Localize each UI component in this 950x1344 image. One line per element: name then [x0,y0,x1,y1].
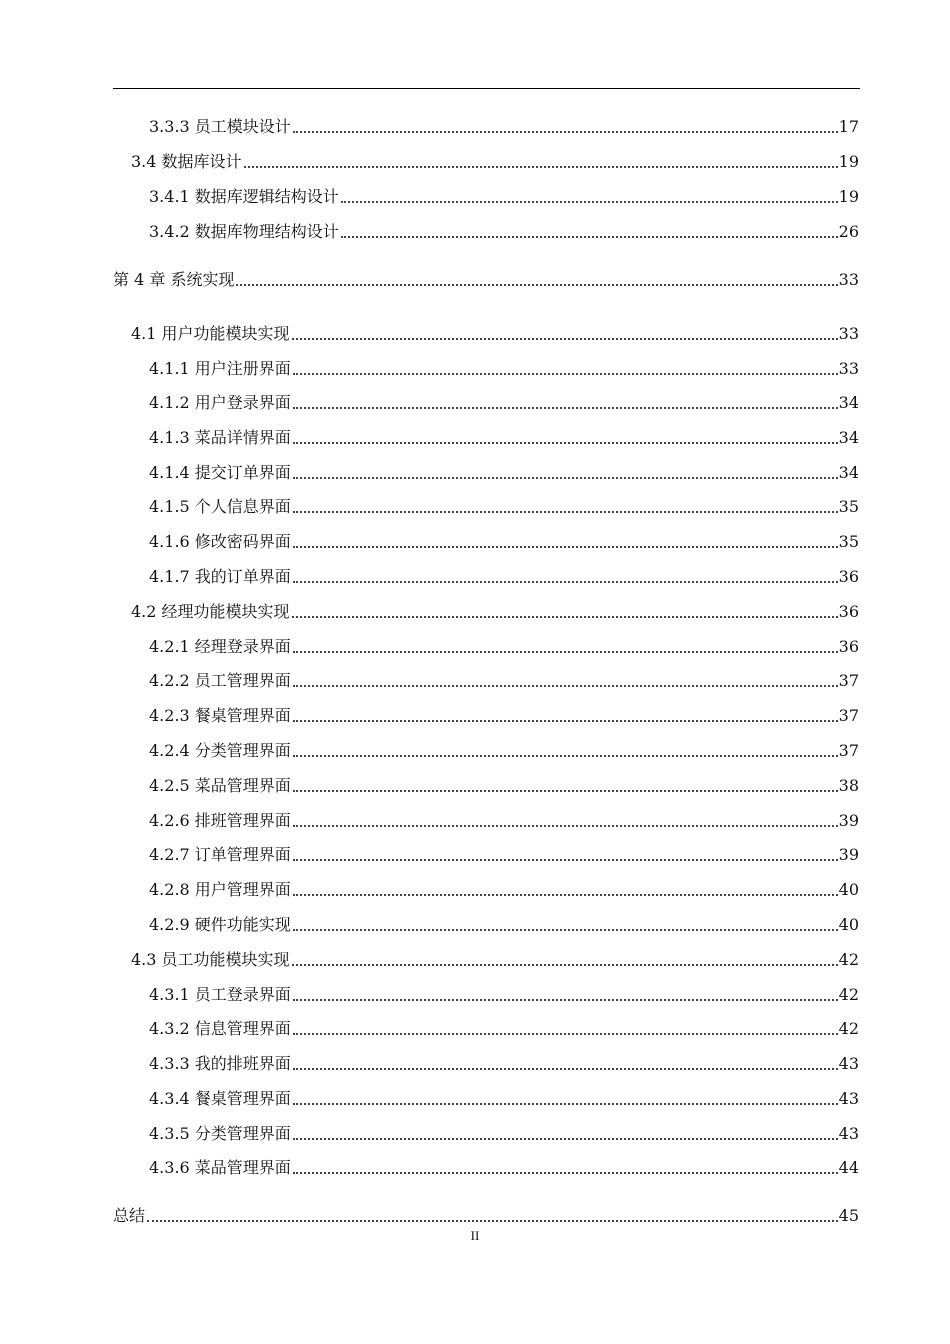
dot-leader [293,407,838,409]
toc-entry-label: 3.4 数据库设计 [131,152,242,171]
toc-entry[interactable] [113,563,859,587]
toc-entry-page: 34 [838,428,859,447]
toc-entry-label: 4.2.4 分类管理界面 [149,741,291,760]
toc-entry-label: 4.2.6 排班管理界面 [149,811,291,830]
toc-entry-label: 4.1.7 我的订单界面 [149,567,291,586]
toc-entry-page: 44 [838,1158,859,1177]
dot-leader [293,825,838,827]
dot-leader [293,1068,838,1070]
toc-entry[interactable] [113,737,859,761]
toc-entry-label: 4.1.5 个人信息界面 [149,497,291,516]
dot-leader [293,894,838,896]
toc-entry-page: 37 [838,706,859,725]
toc-entry-page: 42 [838,985,859,1004]
toc-chapter-entry[interactable] [113,1202,859,1226]
toc-entry-label: 4.1 用户功能模块实现 [131,324,290,343]
dot-leader [292,964,838,966]
dot-leader [293,477,838,479]
toc-entry-label: 3.4.1 数据库逻辑结构设计 [149,187,339,206]
dot-leader [293,1033,838,1035]
toc-entry[interactable] [113,598,859,622]
toc-entry-label: 3.4.2 数据库物理结构设计 [149,222,339,241]
dot-leader [293,442,838,444]
toc-entry-page: 40 [838,915,859,934]
toc-entry-label: 4.2.7 订单管理界面 [149,845,291,864]
toc-entry-page: 26 [838,222,859,241]
toc-entry-label: 4.2.3 餐桌管理界面 [149,706,291,725]
dot-leader [292,616,838,618]
dot-leader [147,1220,838,1222]
toc-entry-label: 4.2.1 经理登录界面 [149,637,291,656]
dot-leader [293,720,838,722]
toc-entry-label: 4.1.4 提交订单界面 [149,463,291,482]
dot-leader [293,1103,838,1105]
toc-entry[interactable] [113,113,859,137]
toc-entry-page: 17 [838,117,859,136]
toc-entry-page: 33 [838,359,859,378]
toc-entry[interactable] [113,218,859,242]
toc-entry[interactable] [113,528,859,552]
toc-entry-label: 4.3.2 信息管理界面 [149,1019,291,1038]
toc-entry[interactable] [113,981,859,1005]
dot-leader [293,755,838,757]
toc-entry[interactable] [113,320,859,344]
toc-entry-label: 4.3.3 我的排班界面 [149,1054,291,1073]
toc-entry-label: 第 4 章 系统实现 [113,270,235,289]
toc-entry[interactable] [113,183,859,207]
toc-entry[interactable] [113,1154,859,1178]
toc-entry-page: 33 [838,324,859,343]
toc-entry[interactable] [113,148,859,172]
dot-leader [293,1172,838,1174]
toc-entry[interactable] [113,1120,859,1144]
toc-entry-label: 4.1.2 用户登录界面 [149,393,291,412]
toc-entry-label: 4.3.5 分类管理界面 [149,1124,291,1143]
toc-entry[interactable] [113,493,859,517]
toc-entry[interactable] [113,1050,859,1074]
toc-entry[interactable] [113,946,859,970]
toc-entry-page: 36 [838,637,859,656]
toc-entry-label: 4.1.1 用户注册界面 [149,359,291,378]
toc-entry-label: 4.1.3 菜品详情界面 [149,428,291,447]
toc-entry-label: 4.3 员工功能模块实现 [131,950,290,969]
dot-leader [293,685,838,687]
toc-entry[interactable] [113,807,859,831]
toc-entry-page: 45 [838,1206,859,1225]
dot-leader [293,546,838,548]
dot-leader [244,166,838,168]
toc-chapter-entry[interactable] [113,266,859,290]
dot-leader [292,338,838,340]
dot-leader [293,999,838,1001]
toc-entry-label: 4.3.1 员工登录界面 [149,985,291,1004]
toc-entry-label: 4.1.6 修改密码界面 [149,532,291,551]
toc-entry[interactable] [113,667,859,691]
dot-leader [293,373,838,375]
toc-entry-page: 34 [838,463,859,482]
toc-entry-page: 42 [838,1019,859,1038]
toc-entry[interactable] [113,389,859,413]
toc-entry[interactable] [113,876,859,900]
toc-entry-page: 19 [838,152,859,171]
toc-entry[interactable] [113,459,859,483]
toc-entry-page: 43 [838,1054,859,1073]
toc-entry-page: 43 [838,1124,859,1143]
header-rule [113,88,860,89]
toc-entry-page: 39 [838,845,859,864]
toc-entry[interactable] [113,1015,859,1039]
toc-entry[interactable] [113,702,859,726]
toc-entry-page: 19 [838,187,859,206]
toc-entry[interactable] [113,633,859,657]
toc-entry[interactable] [113,841,859,865]
dot-leader [341,236,838,238]
dot-leader [293,929,838,931]
toc-entry[interactable] [113,1085,859,1109]
toc-entry-page: 35 [838,532,859,551]
toc-entry-page: 37 [838,671,859,690]
toc-entry[interactable] [113,911,859,935]
toc-entry-page: 35 [838,497,859,516]
toc-entry-label: 3.3.3 员工模块设计 [149,117,291,136]
dot-leader [293,131,838,133]
toc-entry-page: 36 [838,567,859,586]
toc-entry-label: 4.2 经理功能模块实现 [131,602,290,621]
toc-entry-page: 42 [838,950,859,969]
toc-entry-label: 总结 [113,1206,146,1225]
toc-entry-page: 38 [838,776,859,795]
toc-entry-page: 37 [838,741,859,760]
dot-leader [293,859,838,861]
toc-entry-page: 39 [838,811,859,830]
dot-leader [236,284,837,286]
toc-entry-page: 40 [838,880,859,899]
dot-leader [293,790,838,792]
toc-entry[interactable] [113,424,859,448]
toc-entry-label: 4.3.4 餐桌管理界面 [149,1089,291,1108]
toc-entry-page: 36 [838,602,859,621]
toc-entry[interactable] [113,355,859,379]
dot-leader [293,511,838,513]
toc-entry-label: 4.2.2 员工管理界面 [149,671,291,690]
dot-leader [293,581,838,583]
toc-entry-page: 33 [838,270,859,289]
toc-entry-page: 43 [838,1089,859,1108]
toc-entry[interactable] [113,772,859,796]
dot-leader [293,1138,838,1140]
dot-leader [341,201,838,203]
page-number: II [470,1228,480,1243]
toc-entry-label: 4.2.9 硬件功能实现 [149,915,291,934]
toc-entry-label: 4.2.8 用户管理界面 [149,880,291,899]
toc-entry-label: 4.3.6 菜品管理界面 [149,1158,291,1177]
dot-leader [293,651,838,653]
toc-entry-page: 34 [838,393,859,412]
toc-entry-label: 4.2.5 菜品管理界面 [149,776,291,795]
